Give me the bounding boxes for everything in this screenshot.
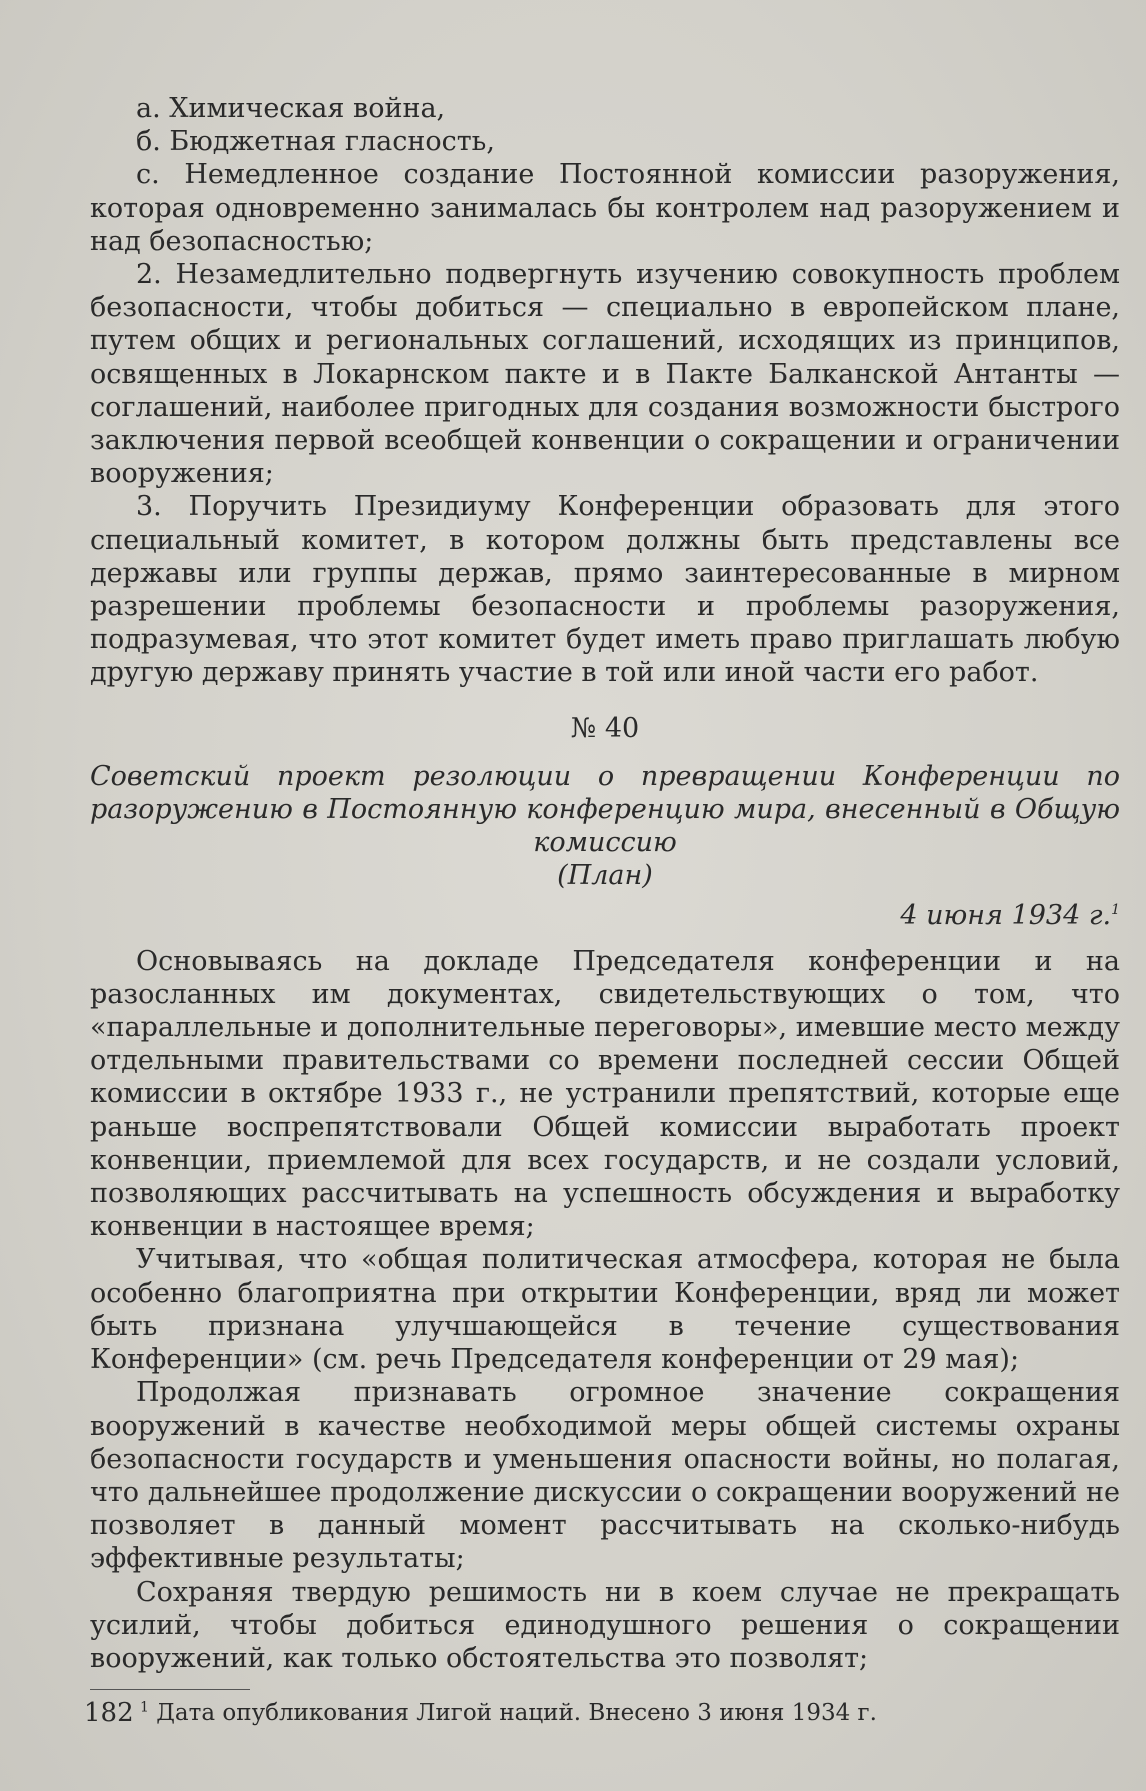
list-item: б. Бюджетная гласность,	[136, 126, 495, 158]
footnote	[90, 1698, 1120, 1728]
list-item: 3. Поручить Президиуму Конференции образовать для этого специальный комитет, в котором должны быть представлены все державы или группы держав, прямо заинтересованные в мирном разрешении проблемы безопасности и проблемы разоружения, подразумевая, что этот комитет будет иметь право приглашать любую другую державу принять участие в той или иной части его работ.	[90, 491, 1120, 689]
date-text: 4 июня 1934 г.	[900, 899, 1112, 931]
body-paragraph: Сохраняя твердую решимость ни в коем случае не прекращать усилий, чтобы добиться единодушного решения о сокращении вооружений, как только обстоятельства это позволят;	[90, 1576, 1120, 1674]
footnote-divider	[90, 1689, 250, 1690]
document-subtitle: (План)	[557, 859, 653, 891]
body-paragraph: Учитывая, что «общая политическая атмосфера, которая не была особенно благоприятна при открытии Конференции, вряд ли может быть признана улучшающейся в течение существования Конференции» (см. речь Председателя конференции от 29 мая);	[90, 1244, 1120, 1376]
footnote-mark: 1	[140, 1699, 149, 1716]
body-paragraph: Продолжая признавать огромное значение сокращения вооружений в качестве необходимой меры общей системы охраны безопасности государств и уменьшения опасности войны, но полагая, что дальнейшее продолжение дискуссии о сокращении вооружений не позволяет в данный момент рассчитывать на сколько-нибудь эффективные результаты;	[90, 1377, 1120, 1575]
document-number: № 40	[570, 712, 640, 744]
document-date	[90, 899, 1120, 933]
list-item: 2. Незамедлительно подвергнуть изучению совокупность проблем безопасности, чтобы добиться — специально в европейском плане, путем общих и региональных соглашений, исходящих из принципов, освященных в Локарнском пакте и в Пакте Балканской Антанты — соглашений, наиболее пригодных для создания возможности быстрого заключения первой всеобщей конвенции о сокращении и ограничении вооружения;	[90, 259, 1120, 490]
footnote-text: Дата опубликования Лигой наций. Внесено 3 июня 1934 г.	[156, 1700, 877, 1727]
body-paragraph: Основываясь на докладе Председателя конференции и на разосланных им документах, свидетельствующих о том, что «параллельные и дополнительные переговоры», имевшие место между отдельными правительствами со времени последней сессии Общей комиссии в октябре 1933 г., не устранили препятствий, которые еще раньше воспрепятствовали Общей комиссии выработать проект конвенции, приемлемой для всех государств, и не создали условий, позволяющих рассчитывать на успешность обсуждения и выработку конвенции в настоящее время;	[90, 945, 1120, 1243]
page-number: 182	[84, 1698, 134, 1728]
list-item: с. Немедленное создание Постоянной комиссии разоружения, которая одновременно занималась бы контролем над разоружением и над безопасностью;	[90, 159, 1120, 257]
document-title: Советский проект резолюции о превращении Конференции по разоружению в Постоянную конференцию мира, внесенный в Общую комиссию	[90, 760, 1120, 858]
page-content	[90, 92, 1120, 1728]
footnote-reference: 1	[1111, 901, 1120, 918]
list-item: а. Химическая война,	[136, 93, 446, 124]
